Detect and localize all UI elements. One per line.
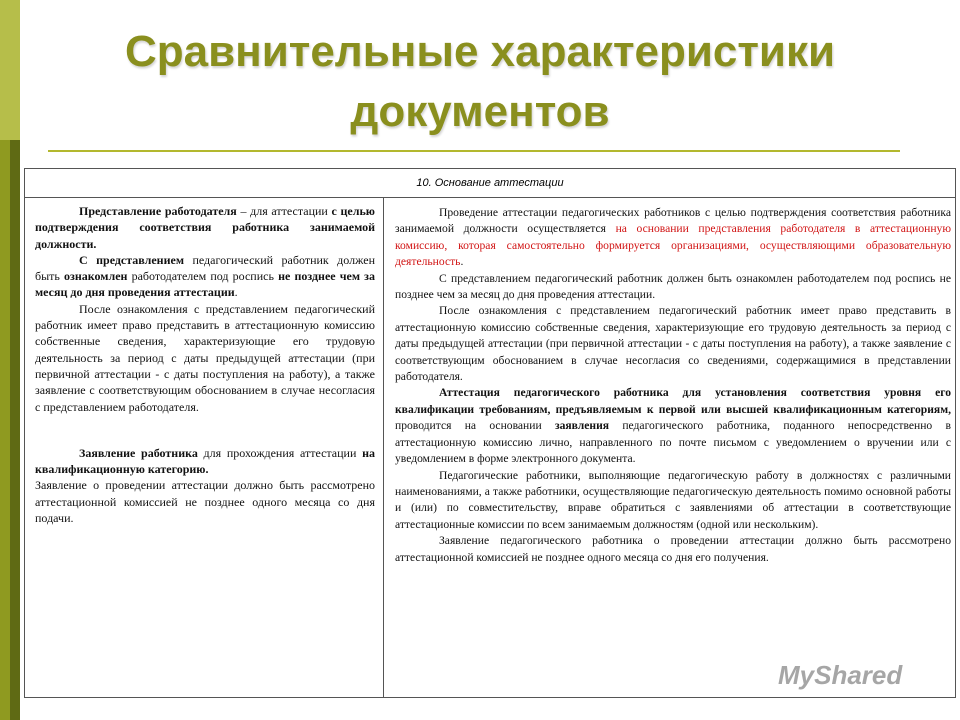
text-bold: не позднее чем за месяц до дня проведения аттестации (35, 269, 375, 300)
right-paragraph: С представлением педагогический работник должен быть ознакомлен работодателем под роспись не позднее чем за месяц до дня проведения аттестации. (395, 271, 951, 302)
table-header: 10. Основание аттестации (25, 169, 955, 198)
left-paragraph: После ознакомления с представлением педагогический работник имеет право представить в аттестационную комиссию собственные сведения, характеризующие его трудовую деятельность за период с даты предыдущей аттестации (при первичной аттестации - с даты поступления на работу), а также заявление с соответствующим обоснованием в случае несогласия с представлением работодателя. (35, 301, 375, 414)
text-bold: Заявление работника (79, 445, 198, 460)
spacer (35, 415, 375, 445)
left-paragraph (35, 252, 375, 301)
column-divider (383, 197, 384, 697)
right-column (395, 205, 951, 566)
text: работодателем под роспись (127, 269, 279, 284)
text: – для аттестации (236, 204, 332, 218)
left-paragraph (35, 445, 375, 478)
watermark-logo: MyShared (778, 660, 903, 690)
left-paragraph (35, 203, 375, 252)
text-bold: ознакомлен (64, 269, 128, 284)
text: Проведение аттестации педагогических работников с целью подтверждения соответствия работника занимаемой должности осуществляется (395, 206, 951, 236)
right-paragraph (395, 205, 951, 271)
slide-title: Сравнительные характеристики документов (124, 27, 836, 136)
title-divider (48, 150, 900, 152)
text-bold: С представлением (79, 252, 185, 267)
text-bold: с целью подтверждения соответствия работника занимаемой должности. (35, 204, 375, 251)
left-accent-bar-light (0, 0, 20, 140)
text-highlight: на основании представления работодателя в аттестационную комиссию, которая самостоятельно формируется организациями, осуществляющими образовательную деятельность (395, 222, 951, 269)
left-column (35, 203, 375, 526)
left-paragraph: Заявление о проведении аттестации должно быть рассмотрено аттестационной комиссией не позднее одного месяца со дня подачи. (35, 478, 375, 526)
right-paragraph (395, 385, 951, 467)
text-bold: Представление работодателя (79, 204, 237, 218)
text: для прохождения аттестации (197, 445, 363, 460)
right-paragraph: Педагогические работники, выполняющие педагогическую работу в должностях с различными наименованиями, а также работники, осуществляющие педагогическую деятельность помимо основной работы и (или) по совместительству, вправе обратиться с заявлениями об аттестации в соответствующие аттестационные комиссии по всем занимаемым должностям (одной или нескольким). (395, 468, 951, 531)
text-bold: заявления (554, 419, 610, 433)
text: педагогического работника, поданного непосредственно в аттестационную комиссию лично, направленного по почте письмом с уведомлением о вручении или с уведомлением в форме электронного документа. (395, 419, 951, 466)
text-bold: Аттестация педагогического работника для установления соответствия уровня его квалификации требованиям, предъявляемым к первой или высшей квалификационным категориям, (395, 386, 951, 416)
text: педагогический работник должен быть (35, 252, 375, 284)
text: . (460, 255, 464, 269)
right-paragraph: После ознакомления с представлением педагогический работник имеет право представить в аттестационную комиссию собственные сведения, характеризующие его трудовую деятельность за период с даты предыдущей аттестации (при первичной аттестации - с даты поступления на работу), а также заявление с соответствующим обоснованием в случае несогласия со сведениями, содержащимися в представлении работодателя. (395, 304, 951, 384)
text: . (234, 285, 238, 300)
text: проводится на основании (395, 419, 555, 433)
text-bold: на квалификационную категорию. (35, 445, 375, 477)
right-paragraph: Заявление педагогического работника о проведении аттестации должно быть рассмотрено аттестационной комиссией не позднее одного месяца со дня его получения. (395, 534, 951, 564)
comparison-table (24, 168, 956, 698)
